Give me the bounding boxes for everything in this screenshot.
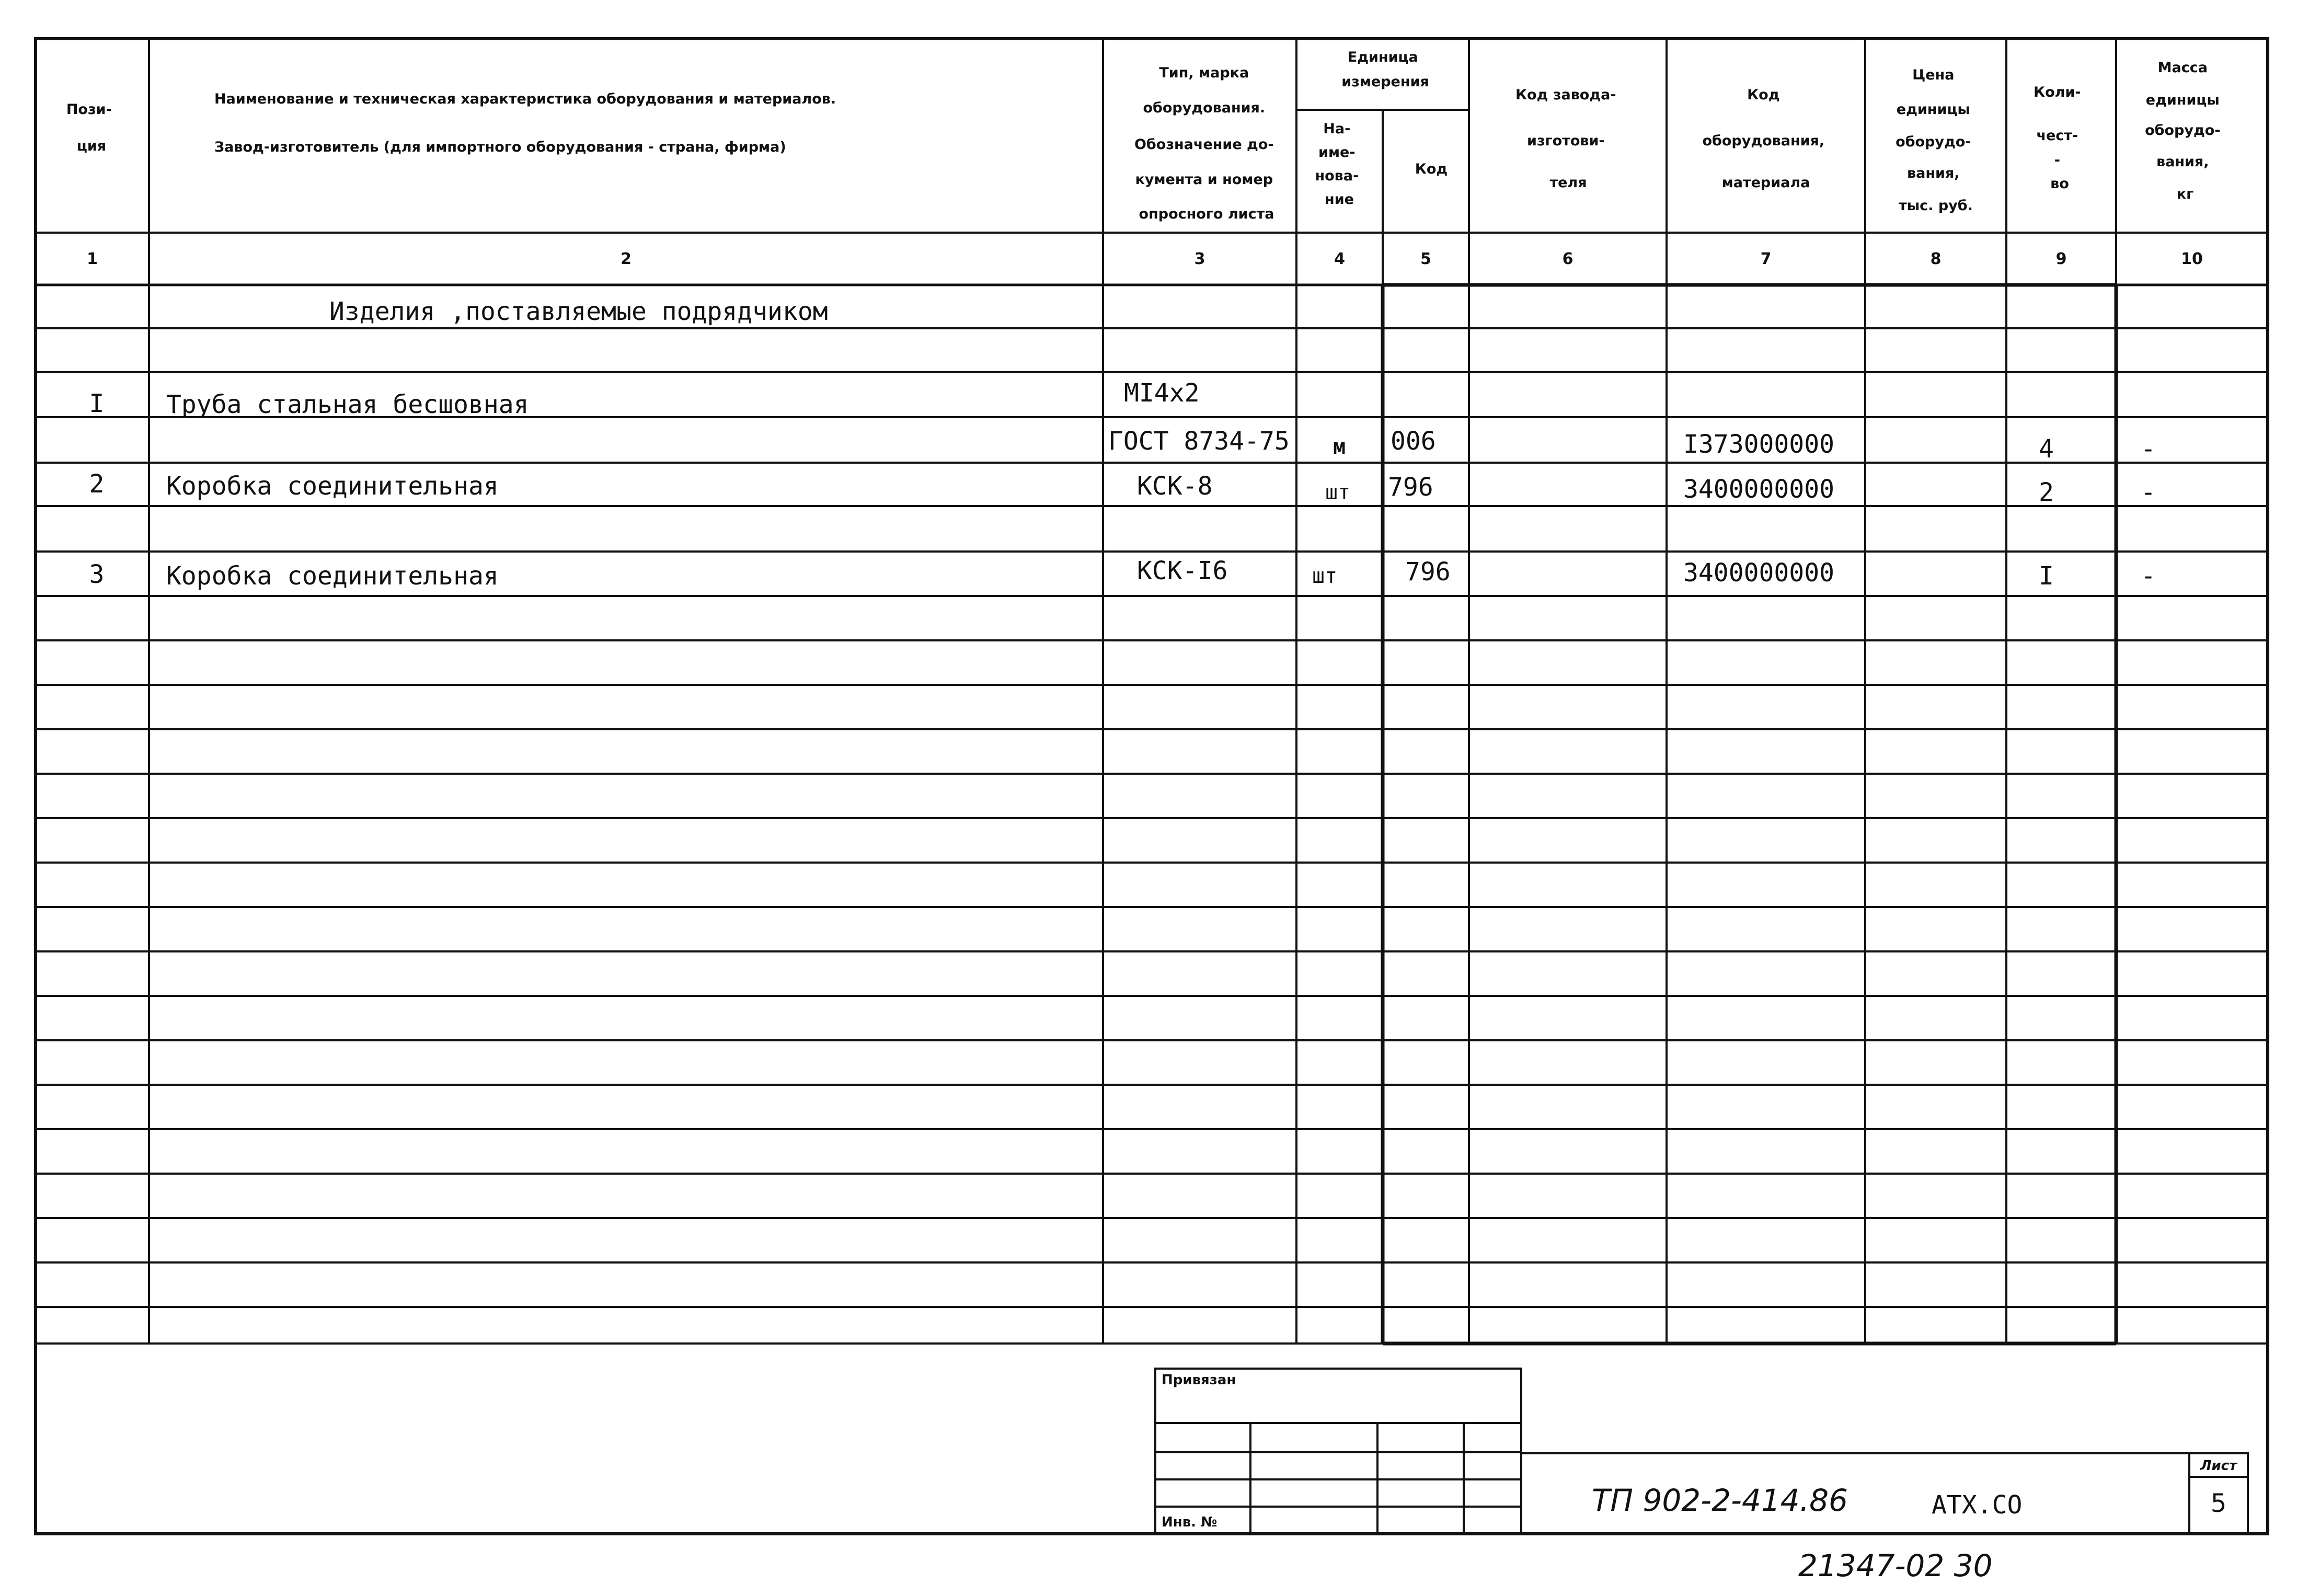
row3-mass: -	[2141, 561, 2156, 591]
column-number-9: 9	[2055, 250, 2067, 268]
column-number-10: 10	[2181, 250, 2203, 268]
row1b-unit: м	[1333, 435, 1346, 459]
row3-qty: I	[2039, 561, 2054, 591]
row1b-qty: 4	[2039, 434, 2054, 464]
row3-type: КСК-I6	[1137, 556, 1228, 585]
hdr-col6: Код завода- изготови- теля	[1515, 87, 1616, 191]
column-number-4: 4	[1334, 250, 1345, 268]
stamp-doc-mark: АТХ.СО	[1932, 1490, 2023, 1520]
column-number-1: 1	[87, 250, 98, 268]
stamp-privyazan: Привязан	[1162, 1372, 1236, 1388]
row2-type: КСК-8	[1137, 472, 1213, 501]
row3-code: 796	[1405, 557, 1451, 587]
row1b-type: ГОСТ 8734-75	[1108, 427, 1290, 456]
stamp-sheet-number: 5	[2210, 1489, 2227, 1518]
column-number-2: 2	[621, 250, 631, 268]
row2-pos: 2	[89, 469, 105, 499]
hdr-col5: Код	[1415, 161, 1448, 177]
column-number-6: 6	[1562, 250, 1574, 268]
row2-mass: -	[2141, 478, 2156, 507]
hdr-col1: Пози- ция	[66, 101, 112, 154]
stamp-doc-code: ТП 902-2-414.86	[1592, 1483, 1848, 1518]
row1-type: МI4x2	[1124, 378, 1200, 408]
row3-equip-code: 3400000000	[1683, 558, 1834, 588]
row2-unit: шт	[1325, 480, 1351, 504]
column-number-8: 8	[1930, 250, 1942, 268]
section-title: Изделия ,поставляемые подрядчиком	[329, 297, 828, 326]
hdr-col4: На- име- нова- ние	[1315, 121, 1359, 208]
row3-name: Коробка соединительная	[166, 561, 499, 591]
row1b-code: 006	[1391, 427, 1436, 456]
row3-unit: шт	[1312, 564, 1338, 588]
column-number-3: 3	[1194, 250, 1205, 268]
row1-pos: I	[89, 389, 105, 418]
footer-number: 21347-02 30	[1798, 1548, 1993, 1583]
stamp-inv-no: Инв. №	[1162, 1514, 1218, 1530]
row1-name: Труба стальная бесшовная	[166, 390, 529, 419]
hdr-col2: Наименование и техническая характеристика оборудования и материалов. Завод-изготовитель (для импортного оборудования - страна, фирма)	[214, 91, 836, 155]
hdr-unit-group: Единица измерения	[1341, 49, 1429, 90]
column-number-5: 5	[1420, 250, 1431, 268]
hdr-col8: Цена единицы оборудо- вания, тыс. руб.	[1896, 67, 1973, 214]
hdr-col7: Код оборудования, материала	[1702, 87, 1825, 191]
row1b-equip-code: I373000000	[1683, 430, 1834, 459]
hdr-col10: Масса единицы оборудо- вания, кг	[2145, 60, 2221, 202]
row1b-mass: -	[2141, 434, 2156, 464]
row2-qty: 2	[2039, 478, 2054, 507]
stamp-sheet-label: Лист	[2200, 1458, 2237, 1474]
row2-name: Коробка соединительная	[166, 472, 499, 501]
row2-code: 796	[1388, 473, 1433, 502]
row2-equip-code: 3400000000	[1683, 475, 1834, 504]
hdr-col3: Тип, марка оборудования. Обозначение до- кумента и номер опросного листа	[1134, 65, 1274, 222]
row3-pos: 3	[89, 560, 105, 589]
hdr-col9: Коли- чест- - во	[2034, 84, 2081, 192]
column-number-7: 7	[1760, 250, 1772, 268]
